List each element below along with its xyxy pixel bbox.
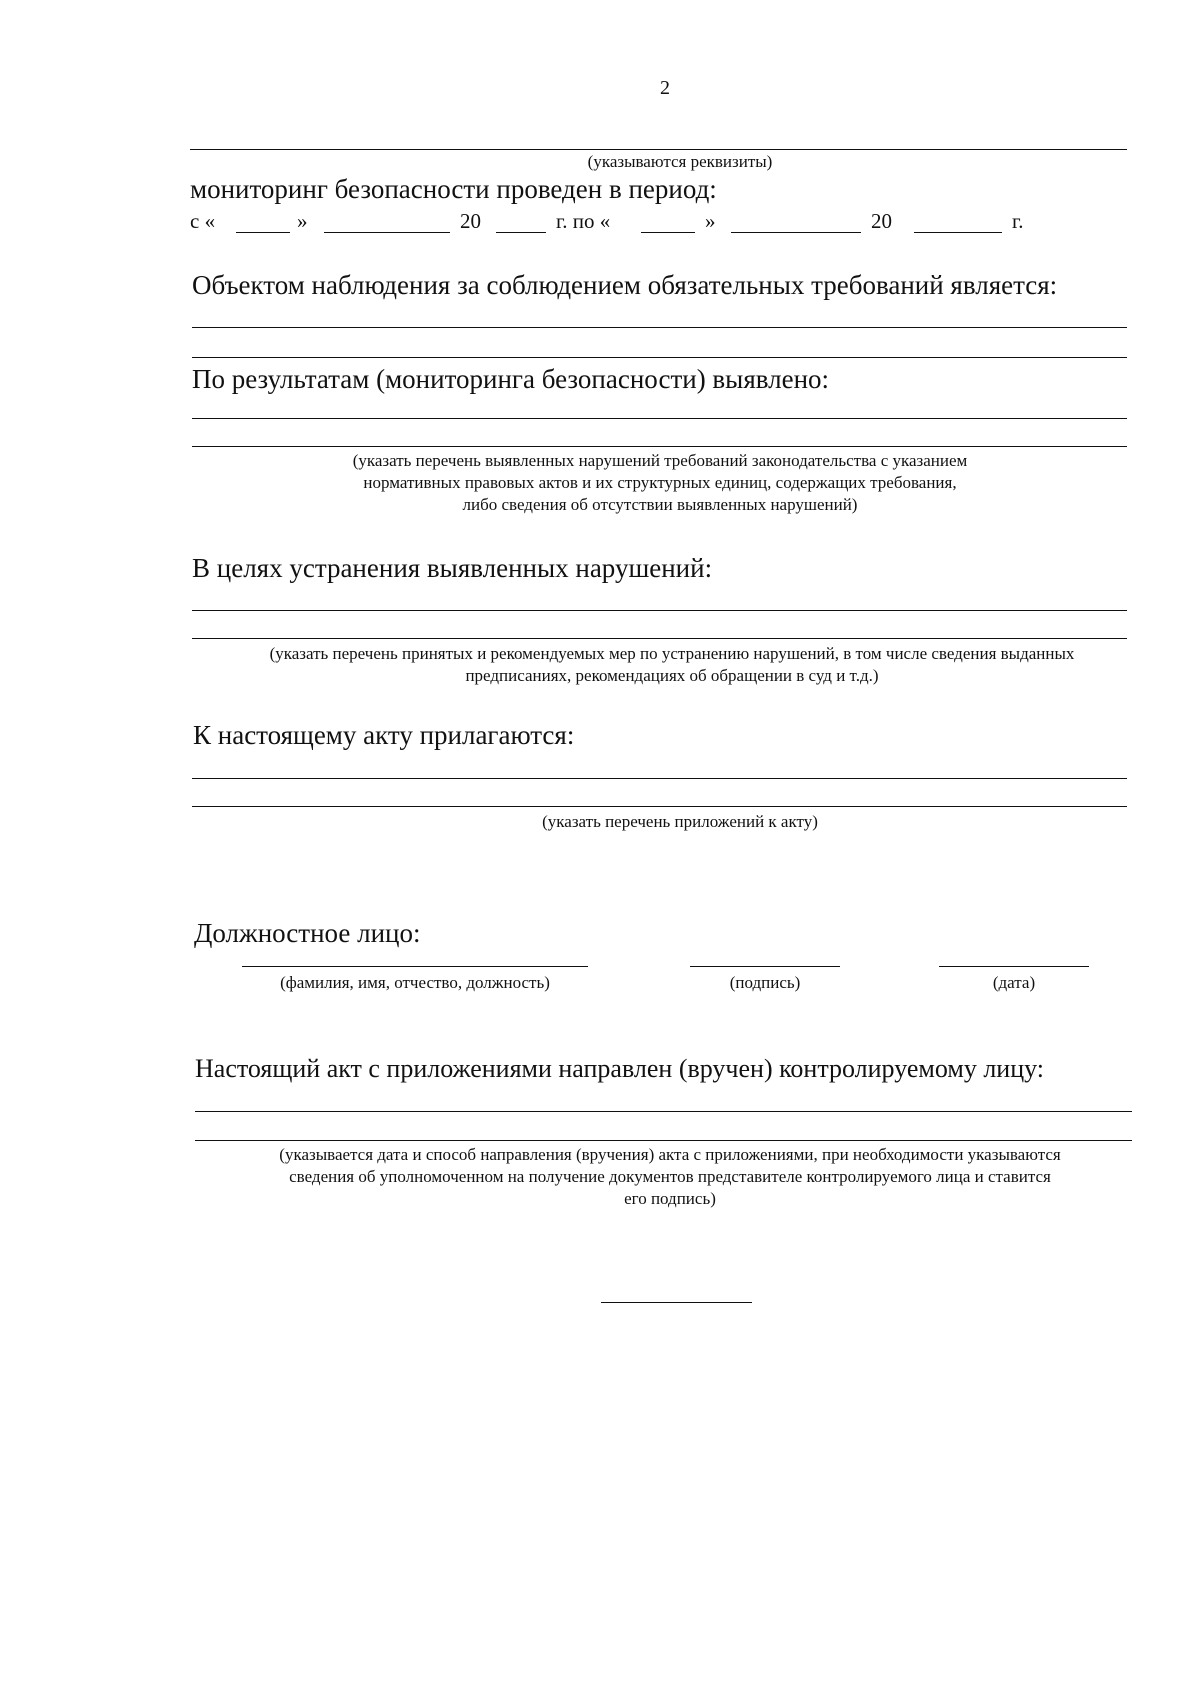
requisites-note: (указываются реквизиты)	[587, 152, 773, 171]
period-heading: мониторинг безопасности проведен в период:	[190, 174, 717, 204]
object-line-2[interactable]	[192, 357, 1127, 358]
period-year-prefix-1: 20	[460, 209, 481, 233]
remedy-line-2[interactable]	[192, 638, 1127, 639]
delivery-heading: Настоящий акт с приложениями направлен (вручен) контролируемому лицу:	[195, 1054, 1044, 1083]
results-note-line-1: (указать перечень выявленных нарушений требований законодательства с указанием	[352, 451, 968, 470]
remedy-note	[192, 643, 1152, 687]
attachments-line-1[interactable]	[192, 778, 1127, 779]
page-number: 2	[660, 77, 670, 99]
results-note-line-3: либо сведения об отсутствии выявленных нарушений)	[462, 495, 858, 514]
delivery-line-2[interactable]	[195, 1140, 1132, 1141]
period-to-month-field[interactable]	[731, 232, 861, 233]
remedy-line-1[interactable]	[192, 610, 1127, 611]
delivery-note-line-2: сведения об уполномоченном на получение документов представителе контролируемого лица и ставится	[289, 1167, 1051, 1186]
official-name-field[interactable]	[242, 966, 588, 967]
period-year-prefix-2: 20	[871, 209, 892, 233]
attachments-line-2[interactable]	[192, 806, 1127, 807]
delivery-note-line-3: его подпись)	[624, 1189, 716, 1208]
remedy-note-line-2: предписаниях, рекомендациях об обращении в суд и т.д.)	[465, 666, 879, 685]
period-quote-close-2: »	[705, 209, 716, 233]
period-from-year-field[interactable]	[496, 232, 546, 233]
results-note-line-2: нормативных правовых актов и их структурных единиц, содержащих требования,	[363, 473, 957, 492]
period-to-day-field[interactable]	[641, 232, 695, 233]
period-from-month-field[interactable]	[324, 232, 450, 233]
attachments-heading: К настоящему акту прилагаются:	[193, 720, 575, 750]
end-divider	[601, 1302, 752, 1303]
official-signature-field[interactable]	[690, 966, 840, 967]
results-heading: По результатам (мониторинга безопасности) выявлено:	[192, 364, 830, 394]
period-quote-close-1: »	[297, 209, 308, 233]
object-line-1[interactable]	[192, 327, 1127, 328]
official-name-caption: (фамилия, имя, отчество, должность)	[280, 973, 550, 992]
attachments-note: (указать перечень приложений к акту)	[542, 812, 818, 831]
remedy-note-line-1: (указать перечень принятых и рекомендуемых мер по устранению нарушений, в том числе сведения выданных	[269, 644, 1075, 663]
official-signature-caption: (подпись)	[729, 973, 801, 992]
delivery-note-line-1: (указывается дата и способ направления (вручения) акта с приложениями, при необходимости указываются	[279, 1145, 1061, 1164]
object-heading: Объектом наблюдения за соблюдением обязательных требований является:	[192, 270, 1058, 300]
period-year-suffix: г.	[1012, 209, 1024, 233]
official-date-caption: (дата)	[992, 973, 1036, 992]
period-to-year-field[interactable]	[914, 232, 1002, 233]
period-from-prefix: с «	[190, 209, 216, 233]
remedy-heading: В целях устранения выявленных нарушений:	[192, 553, 713, 583]
period-from-day-field[interactable]	[236, 232, 290, 233]
period-to-prefix: г. по «	[556, 209, 611, 233]
delivery-note	[180, 1144, 1160, 1210]
results-note	[230, 450, 1090, 516]
results-line-1[interactable]	[192, 418, 1127, 419]
requisites-line[interactable]	[190, 149, 1127, 150]
official-date-field[interactable]	[939, 966, 1089, 967]
delivery-line-1[interactable]	[195, 1111, 1132, 1112]
official-heading: Должностное лицо:	[194, 918, 421, 948]
results-line-2[interactable]	[192, 446, 1127, 447]
